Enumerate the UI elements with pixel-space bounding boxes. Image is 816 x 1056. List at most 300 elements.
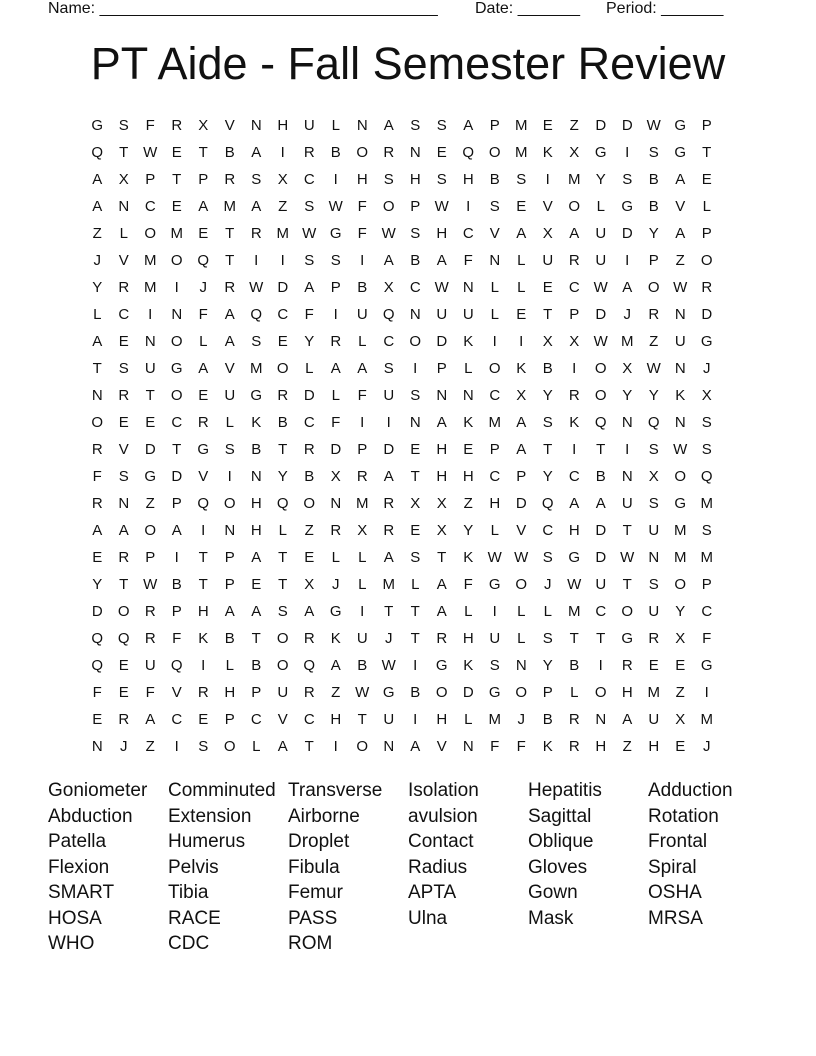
word-bank-item: Flexion (48, 856, 110, 878)
word-bank-item: SMART (48, 882, 115, 903)
word-bank-item: MRSA (648, 907, 703, 929)
grid-letter: R (568, 387, 580, 404)
grid-letter: S (304, 252, 315, 269)
grid-letter: N (409, 306, 421, 323)
word-bank-item: APTA (408, 882, 457, 903)
grid-letter: L (702, 198, 711, 215)
grid-letter: H (409, 171, 421, 188)
grid-letter: R (648, 306, 660, 323)
grid-letter: A (383, 468, 394, 485)
grid-letter: H (436, 468, 448, 485)
word-bank-item: Oblique (528, 831, 594, 852)
grid-letter: O (594, 360, 607, 377)
grid-letter: A (330, 657, 341, 674)
grid-letter: G (329, 603, 342, 620)
grid-letter: H (356, 171, 368, 188)
grid-letter: I (227, 468, 232, 485)
grid-letter: S (516, 171, 527, 188)
grid-letter: Z (145, 495, 155, 512)
grid-letter: O (144, 225, 157, 242)
grid-letter: R (621, 657, 633, 674)
grid-letter: H (330, 711, 342, 728)
grid-letter: U (648, 603, 660, 620)
grid-letter: S (648, 144, 659, 161)
grid-letter: W (567, 576, 582, 593)
grid-letter: T (119, 144, 129, 161)
word-bank-item: CDC (168, 933, 210, 954)
grid-letter: L (464, 711, 473, 728)
grid-letter: I (572, 441, 577, 458)
grid-letter: Y (648, 387, 659, 404)
grid-letter: S (410, 225, 421, 242)
grid-letter: L (252, 738, 261, 755)
grid-letter: A (383, 117, 394, 134)
grid-letter: X (675, 711, 686, 728)
grid-letter: W (143, 576, 158, 593)
grid-letter: A (516, 225, 527, 242)
grid-letter: T (702, 144, 712, 161)
grid-letter: K (516, 360, 527, 377)
grid-letter: I (492, 603, 497, 620)
grid-letter: O (144, 522, 157, 539)
grid-letter: A (569, 495, 580, 512)
grid-letter: Y (595, 171, 606, 188)
grid-letter: L (358, 576, 367, 593)
grid-letter: R (118, 549, 130, 566)
grid-letter: U (462, 306, 474, 323)
grid-letter: Y (675, 603, 686, 620)
grid-letter: B (224, 630, 235, 647)
word-bank-item: Frontal (648, 831, 708, 852)
grid-letter: N (224, 522, 236, 539)
grid-letter: D (330, 441, 342, 458)
grid-letter: J (199, 279, 207, 296)
grid-letter: R (277, 387, 289, 404)
grid-letter: I (174, 738, 179, 755)
grid-letter: F (172, 630, 182, 647)
grid-letter: T (172, 171, 182, 188)
word-bank-item: Mask (528, 907, 574, 929)
grid-letter: U (595, 252, 607, 269)
grid-letter: M (647, 684, 660, 701)
grid-letter: U (224, 387, 236, 404)
grid-letter: A (436, 576, 447, 593)
grid-letter: R (171, 117, 183, 134)
word-bank-item: Isolation (408, 780, 479, 801)
grid-letter: D (595, 117, 607, 134)
grid-letter: W (381, 225, 396, 242)
grid-letter: M (674, 522, 687, 539)
grid-letter: K (330, 630, 341, 647)
grid-letter: N (383, 738, 395, 755)
grid-letter: A (171, 522, 182, 539)
grid-letter: W (593, 333, 608, 350)
grid-letter: Q (91, 630, 104, 647)
grid-letter: G (621, 630, 634, 647)
grid-letter: X (701, 387, 712, 404)
grid-letter: P (171, 603, 182, 620)
grid-letter: D (91, 603, 103, 620)
grid-letter: X (410, 495, 421, 512)
word-search-grid (84, 112, 720, 760)
grid-letter: P (410, 198, 421, 215)
grid-letter: C (568, 279, 580, 296)
grid-letter: Q (700, 468, 713, 485)
grid-letter: N (409, 414, 421, 431)
grid-letter: U (436, 306, 448, 323)
grid-letter: I (360, 603, 365, 620)
grid-letter: C (171, 711, 183, 728)
grid-letter: Q (91, 144, 104, 161)
grid-letter: C (250, 711, 262, 728)
grid-letter: E (701, 171, 712, 188)
grid-letter: R (568, 252, 580, 269)
grid-letter: P (489, 441, 500, 458)
grid-letter: S (542, 414, 553, 431)
word-bank-item: ROM (288, 933, 333, 954)
grid-letter: T (198, 144, 208, 161)
grid-letter: B (277, 414, 288, 431)
grid-letter: X (383, 279, 394, 296)
grid-letter: L (331, 117, 340, 134)
grid-letter: H (436, 441, 448, 458)
grid-letter: Y (463, 522, 474, 539)
grid-letter: R (648, 630, 660, 647)
grid-letter: N (409, 144, 421, 161)
grid-letter: V (224, 360, 235, 377)
grid-letter: I (545, 171, 550, 188)
grid-letter: Y (277, 468, 288, 485)
grid-letter: O (356, 144, 369, 161)
grid-letter: F (92, 468, 102, 485)
grid-letter: B (648, 171, 659, 188)
grid-letter: N (250, 117, 262, 134)
grid-letter: F (198, 306, 208, 323)
grid-letter: L (490, 522, 499, 539)
grid-letter: J (517, 711, 525, 728)
grid-letter: Q (594, 414, 607, 431)
grid-letter: E (198, 225, 209, 242)
grid-letter: R (197, 414, 209, 431)
grid-letter: J (93, 252, 101, 269)
grid-letter: R (144, 603, 156, 620)
grid-letter: O (276, 630, 289, 647)
grid-letter: R (224, 279, 236, 296)
grid-letter: E (516, 306, 527, 323)
grid-letter: L (517, 630, 526, 647)
grid-letter: X (569, 333, 580, 350)
grid-letter: J (385, 630, 393, 647)
grid-letter: A (92, 522, 103, 539)
grid-letter: F (702, 630, 712, 647)
grid-letter: W (302, 225, 317, 242)
grid-letter: E (118, 684, 129, 701)
grid-letter: I (625, 144, 630, 161)
grid-letter: C (171, 414, 183, 431)
grid-letter: E (410, 441, 421, 458)
grid-letter: N (462, 279, 474, 296)
grid-letter: S (118, 468, 129, 485)
grid-letter: C (542, 522, 554, 539)
grid-letter: G (170, 360, 183, 377)
grid-letter: V (516, 522, 527, 539)
grid-letter: P (542, 684, 553, 701)
grid-letter: E (118, 414, 129, 431)
grid-letter: C (383, 333, 395, 350)
grid-letter: K (198, 630, 209, 647)
grid-letter: Z (569, 117, 579, 134)
grid-letter: U (542, 252, 554, 269)
grid-letter: T (543, 441, 553, 458)
grid-letter: N (118, 198, 130, 215)
grid-letter: U (277, 684, 289, 701)
word-bank-item: Radius (408, 856, 468, 878)
grid-letter: I (254, 252, 259, 269)
grid-letter: N (595, 711, 607, 728)
grid-letter: H (568, 522, 580, 539)
grid-letter: T (198, 549, 208, 566)
grid-letter: V (171, 684, 182, 701)
word-bank-item: Femur (288, 882, 343, 903)
grid-letter: L (225, 657, 234, 674)
grid-letter: C (462, 225, 474, 242)
grid-letter: W (434, 279, 449, 296)
grid-letter: A (145, 711, 156, 728)
grid-letter: M (700, 711, 713, 728)
grid-letter: R (118, 279, 130, 296)
grid-letter: O (674, 468, 687, 485)
grid-letter: M (700, 495, 713, 512)
grid-letter: F (490, 738, 500, 755)
grid-letter: E (277, 333, 288, 350)
grid-letter: M (170, 225, 183, 242)
grid-letter: R (330, 522, 342, 539)
grid-letter: I (466, 198, 471, 215)
grid-letter: U (356, 306, 368, 323)
grid-letter: F (463, 252, 473, 269)
grid-letter: M (250, 360, 263, 377)
grid-letter: A (92, 198, 103, 215)
grid-letter: O (621, 603, 634, 620)
grid-letter: U (356, 630, 368, 647)
grid-letter: T (225, 252, 235, 269)
grid-letter: I (625, 441, 630, 458)
grid-letter: C (701, 603, 713, 620)
grid-letter: A (118, 522, 129, 539)
grid-letter: G (700, 657, 713, 674)
grid-letter: Y (648, 225, 659, 242)
grid-letter: I (492, 333, 497, 350)
grid-letter: P (224, 576, 235, 593)
grid-letter: U (144, 657, 156, 674)
word-bank-item: OSHA (648, 882, 702, 903)
grid-letter: P (145, 549, 156, 566)
grid-letter: W (355, 684, 370, 701)
grid-letter: T (225, 225, 235, 242)
word-bank-item: avulsion (408, 805, 478, 827)
grid-letter: E (198, 387, 209, 404)
grid-letter: R (383, 144, 395, 161)
grid-letter: R (224, 171, 236, 188)
grid-letter: X (569, 144, 580, 161)
word-bank-item: PASS (288, 907, 338, 929)
word-bank-item: Extension (168, 805, 252, 827)
grid-letter: E (436, 144, 447, 161)
grid-letter: C (303, 171, 315, 188)
grid-letter: Y (542, 387, 553, 404)
grid-letter: I (174, 279, 179, 296)
grid-letter: I (519, 333, 524, 350)
grid-letter: W (381, 657, 396, 674)
grid-letter: J (703, 738, 711, 755)
grid-letter: C (409, 279, 421, 296)
word-bank-item: Comminuted (168, 780, 276, 801)
grid-letter: X (118, 171, 129, 188)
grid-letter: S (410, 549, 421, 566)
grid-letter: K (463, 333, 474, 350)
grid-letter: X (436, 522, 447, 539)
grid-letter: I (174, 549, 179, 566)
grid-letter: L (358, 549, 367, 566)
grid-letter: A (357, 360, 368, 377)
grid-letter: H (197, 603, 209, 620)
grid-letter: A (304, 279, 315, 296)
grid-letter: S (701, 522, 712, 539)
grid-letter: N (118, 495, 130, 512)
grid-letter: G (700, 333, 713, 350)
grid-letter: H (250, 522, 262, 539)
grid-letter: X (330, 468, 341, 485)
grid-letter: X (542, 225, 553, 242)
grid-letter: A (251, 549, 262, 566)
grid-letter: H (489, 495, 501, 512)
grid-letter: P (224, 711, 235, 728)
grid-letter: A (277, 738, 288, 755)
grid-letter: V (118, 441, 129, 458)
grid-letter: A (516, 441, 527, 458)
grid-letter: I (333, 738, 338, 755)
grid-letter: A (304, 603, 315, 620)
grid-letter: B (569, 657, 580, 674)
grid-letter: P (436, 360, 447, 377)
grid-letter: B (595, 468, 606, 485)
grid-letter: U (144, 360, 156, 377)
grid-letter: S (330, 252, 341, 269)
grid-letter: O (276, 360, 289, 377)
grid-letter: R (701, 279, 713, 296)
grid-letter: W (646, 117, 661, 134)
grid-letter: E (118, 333, 129, 350)
grid-letter: O (594, 387, 607, 404)
grid-letter: Q (250, 306, 263, 323)
grid-letter: R (118, 711, 130, 728)
grid-letter: D (171, 468, 183, 485)
grid-letter: D (462, 684, 474, 701)
grid-letter: N (674, 414, 686, 431)
grid-letter: E (542, 117, 553, 134)
word-bank-item: Rotation (648, 805, 719, 827)
grid-letter: A (595, 495, 606, 512)
grid-letter: T (410, 603, 420, 620)
grid-letter: G (91, 117, 104, 134)
grid-letter: S (277, 603, 288, 620)
grid-letter: S (648, 576, 659, 593)
grid-letter: X (198, 117, 209, 134)
grid-letter: A (675, 225, 686, 242)
grid-letter: O (488, 360, 501, 377)
grid-letter: E (675, 657, 686, 674)
word-bank-item: Tibia (168, 882, 209, 903)
grid-letter: N (489, 252, 501, 269)
grid-letter: C (118, 306, 130, 323)
word-bank-item: Airborne (288, 805, 360, 827)
grid-letter: Q (117, 630, 130, 647)
grid-letter: O (409, 333, 422, 350)
grid-letter: R (330, 333, 342, 350)
grid-letter: G (621, 198, 634, 215)
grid-letter: U (489, 630, 501, 647)
grid-letter: D (303, 387, 315, 404)
grid-letter: H (462, 468, 474, 485)
grid-letter: N (250, 468, 262, 485)
grid-letter: Z (145, 738, 155, 755)
grid-letter: X (675, 630, 686, 647)
grid-letter: D (383, 441, 395, 458)
grid-letter: B (330, 144, 341, 161)
grid-letter: D (144, 441, 156, 458)
grid-letter: T (410, 468, 420, 485)
grid-letter: I (413, 360, 418, 377)
grid-letter: W (143, 144, 158, 161)
grid-letter: G (674, 144, 687, 161)
grid-letter: R (303, 144, 315, 161)
grid-letter: O (170, 333, 183, 350)
grid-letter: D (515, 495, 527, 512)
grid-letter: T (569, 630, 579, 647)
grid-letter: I (572, 360, 577, 377)
grid-letter: S (701, 414, 712, 431)
grid-letter: Q (197, 252, 210, 269)
grid-letter: B (171, 576, 182, 593)
grid-letter: M (276, 225, 289, 242)
grid-letter: Q (91, 657, 104, 674)
grid-letter: V (489, 225, 500, 242)
grid-letter: Z (675, 684, 685, 701)
grid-letter: H (462, 171, 474, 188)
grid-letter: L (411, 576, 420, 593)
grid-letter: U (303, 117, 315, 134)
grid-letter: V (198, 468, 209, 485)
grid-letter: M (144, 252, 157, 269)
grid-letter: S (648, 495, 659, 512)
grid-letter: I (333, 171, 338, 188)
grid-letter: V (224, 117, 235, 134)
grid-letter: A (92, 333, 103, 350)
grid-letter: Y (542, 657, 553, 674)
grid-letter: A (436, 252, 447, 269)
grid-letter: L (517, 603, 526, 620)
word-bank-item: Patella (48, 831, 107, 852)
grid-letter: L (225, 414, 234, 431)
grid-letter: F (331, 414, 341, 431)
grid-letter: N (171, 306, 183, 323)
grid-letter: P (701, 225, 712, 242)
grid-letter: W (593, 279, 608, 296)
word-bank-item: WHO (48, 933, 95, 954)
grid-letter: E (463, 441, 474, 458)
grid-letter: B (410, 684, 421, 701)
grid-letter: N (436, 387, 448, 404)
